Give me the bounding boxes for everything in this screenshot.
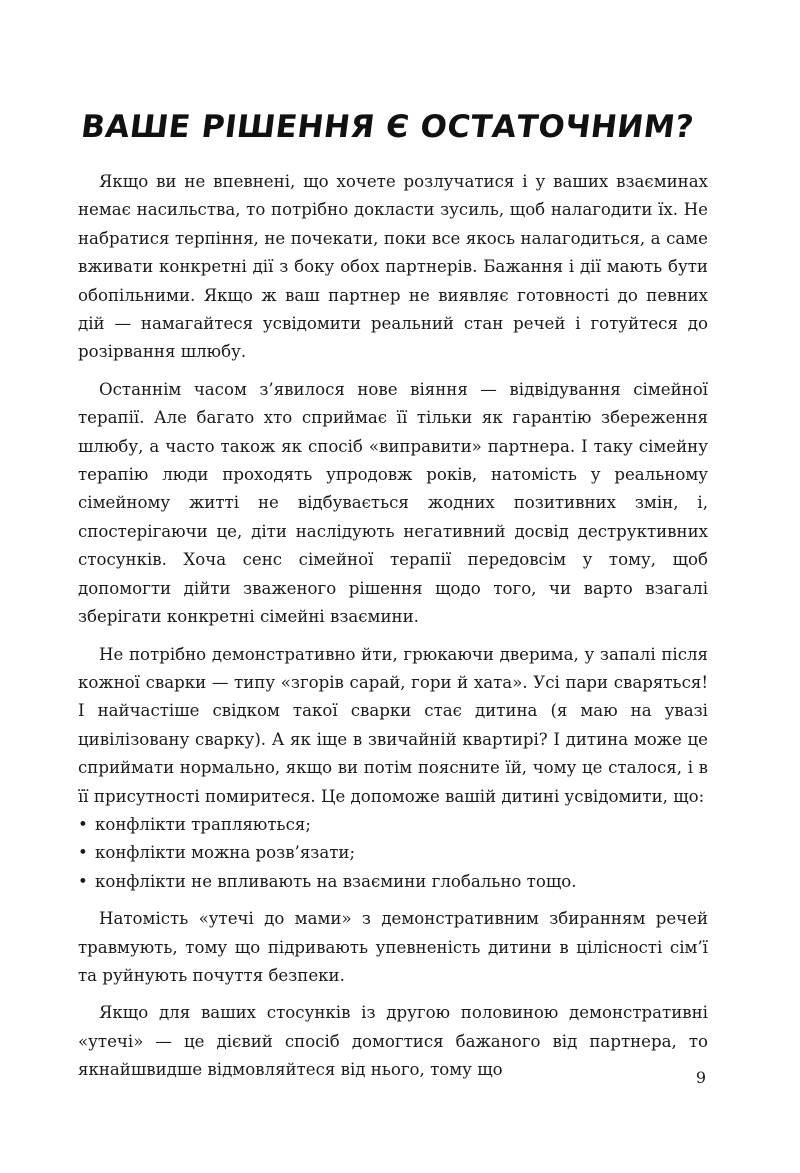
paragraph-3: Не потрібно демонстративно йти, грюкаючи дверима, у запалі після кожної сварки — типу «згорів сарай, гори й хата». Усі пари сваряться! І найчастіше свідком такої сварки стає дитина (я маю на увазі цивілізовану сварку). А як іще в звичайній квартирі? І дитина може це сприймати нормально, якщо ви потім поясните їй, чому це сталося, і в її присутності помиритеся. Це допоможе вашій дитині усвідомити, що:: [78, 644, 708, 806]
bullet-item-3: • конфлікти не впливають на взаємини глобально тощо.: [78, 868, 708, 896]
paragraph-5: Якщо для ваших стосунків із другою половиною демонстративні «утечі» — це дієвий спосіб домогтися бажаного від партнера, то якнайшвидше відмовляйтеся від нього, тому що: [78, 1003, 708, 1080]
bullet-item-2: • конфлікти можна розв’язати;: [78, 839, 708, 867]
bullet-list: [78, 811, 708, 896]
page-content: [78, 100, 708, 1094]
paragraph-2: Останнім часом з’явилося нове віяння — відвідування сімейної терапії. Але багато хто сприймає її тільки як гарантію збереження шлюбу, а часто також як спосіб «виправити» партнера. І таку сімейну терапію люди проходять упродовж років, натомість у реальному сімейному житті не відбувається жодних позитивних змін, і, спостерігаючи це, діти наслідують негативний досвід деструктивних стосунків. Хоча сенс сімейної терапії передовсім у тому, щоб допомогти дійти зваженого рішення щодо того, чи варто взагалі зберігати конкретні сімейні взаємини.: [78, 379, 708, 627]
body-text: [78, 168, 708, 1085]
bullet-item-1: • конфлікти трапляються;: [78, 811, 708, 839]
paragraph-1: Якщо ви не впевнені, що хочете розлучатися і у ваших взаєминах немає насильства, то потрібно докласти зусиль, щоб налагодити їх. Не набратися терпіння, не почекати, поки все якось налагодиться, а саме вживати конкретні дії з боку обох партнерів. Бажання і дії мають бути обопільними. Якщо ж ваш партнер не виявляє готовності до певних дій — намагайтеся усвідомити реальний стан речей і готуйтеся до розірвання шлюбу.: [78, 172, 708, 362]
section-title: ВАШЕ РІШЕННЯ Є ОСТАТОЧНИМ?: [79, 109, 696, 145]
page-number: 9: [695, 1068, 706, 1087]
paragraph-4: Натомість «утечі до мами» з демонстративним збиранням речей травмують, тому що підривають упевненість дитини в цілісності сім’ї та руйнують почуття безпеки.: [78, 909, 708, 985]
